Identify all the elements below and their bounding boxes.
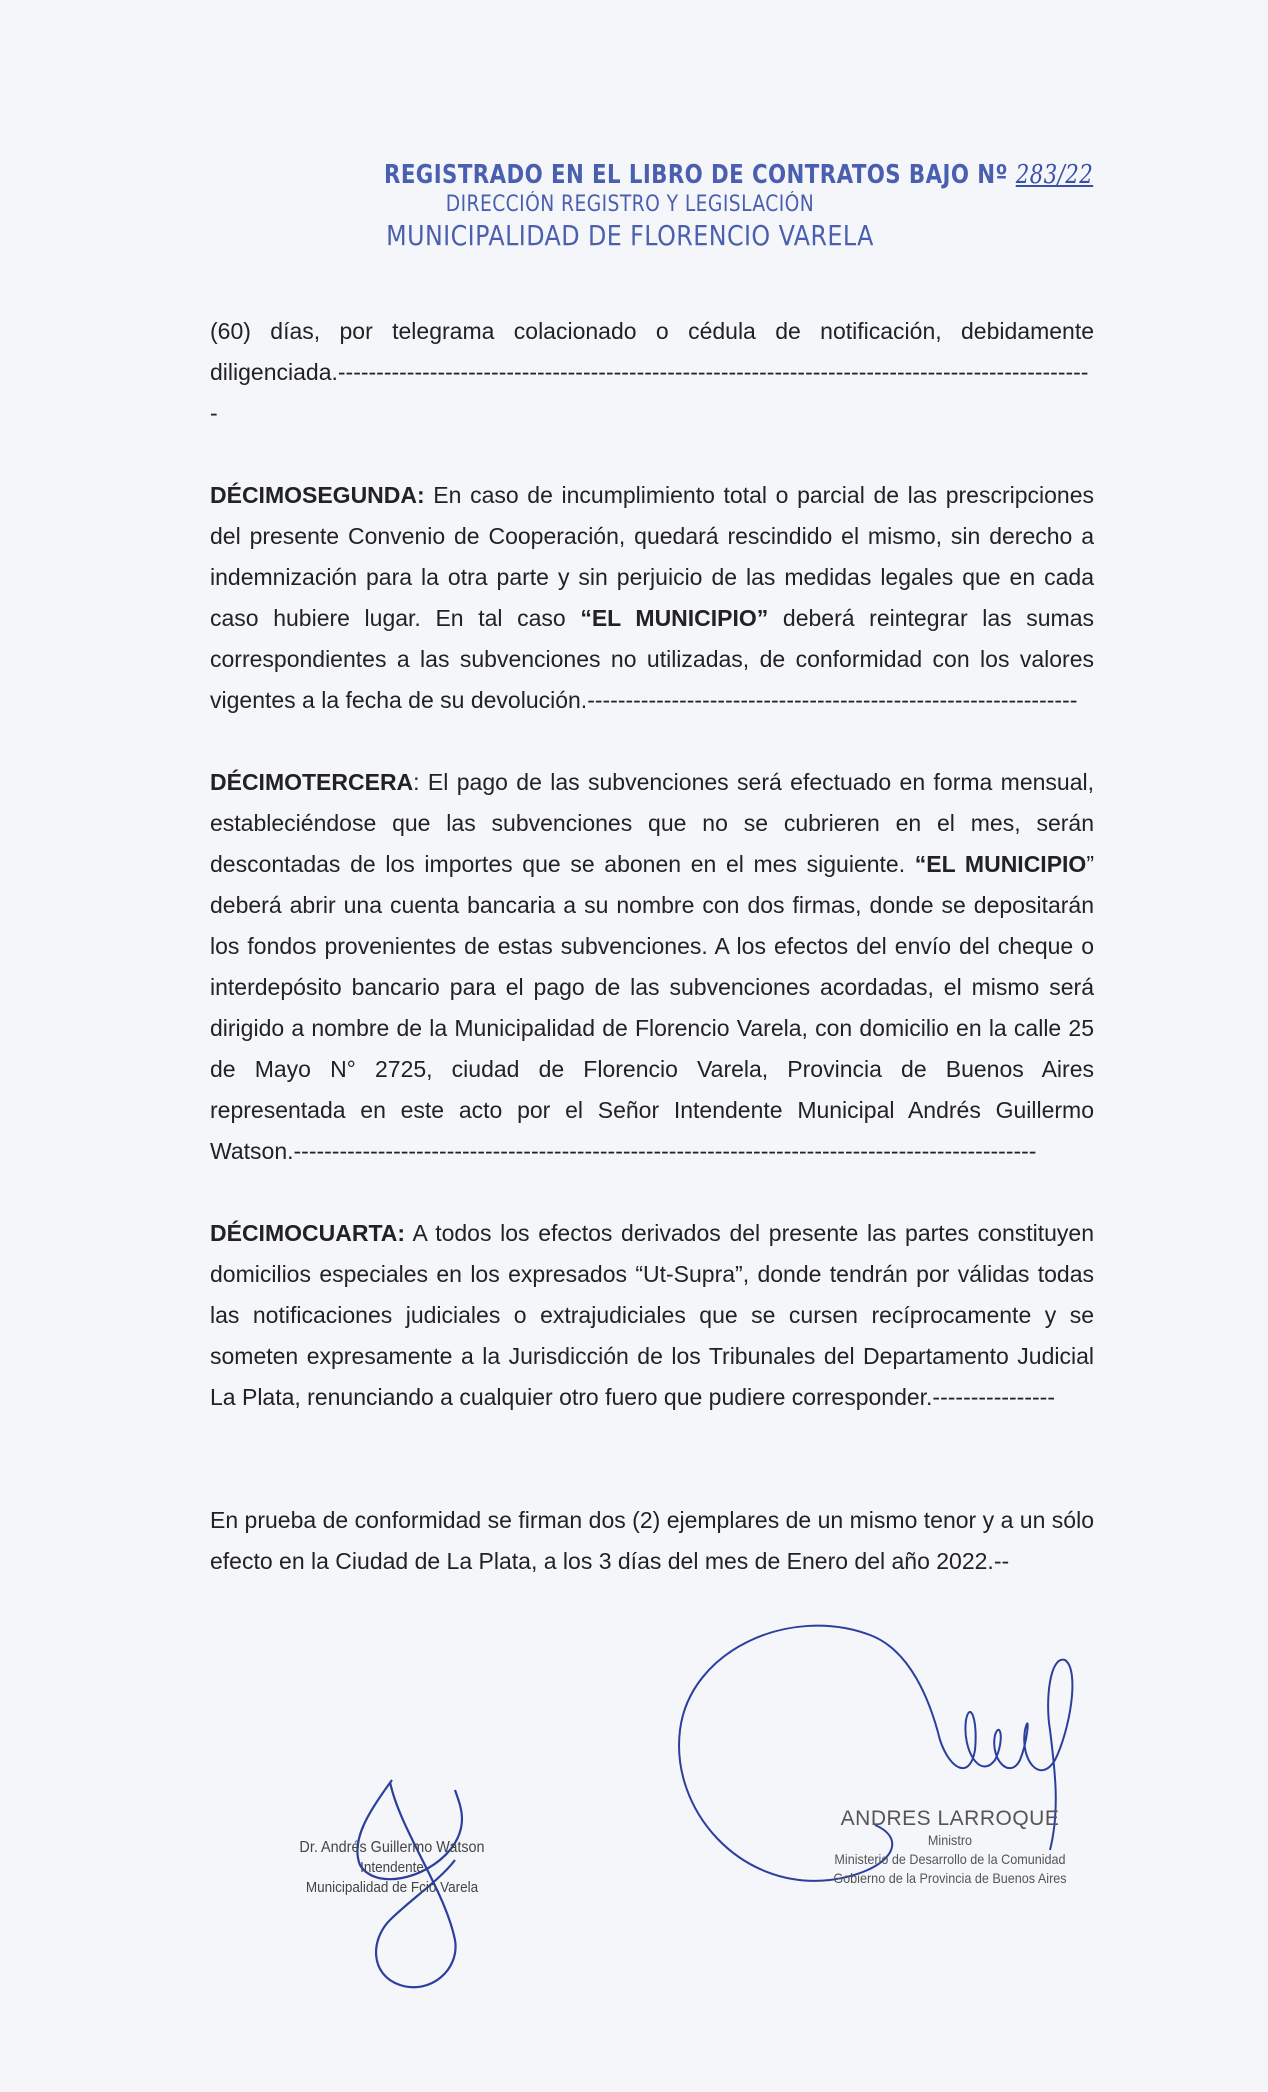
stamp-line-1 <box>384 160 1094 190</box>
intro-paragraph: (60) días, por telegrama colacionado o cédula de notificación, debidamente diligenciada.--------------------------------------------------------------------------------------------------- <box>210 318 1094 426</box>
clause-fourteen-text: A todos los efectos derivados del presente las partes constituyen domicilios especiales en los expresados “Ut-Supra”, donde tendrán por válidas todas las notificaciones judiciales o extrajudiciales que se cursen recíprocamente y se someten expresamente a la Jurisdicción de los Tribunales del Departamento Judicial La Plata, renunciando a cualquier otro fuero que pudiere corresponder.---------------- <box>210 1220 1094 1410</box>
left-signer-name: Dr. Andrés Guillermo Watson <box>299 1839 485 1856</box>
stamp-line-2: DIRECCIÓN REGISTRO Y LEGISLACIÓN <box>445 192 815 217</box>
stamp-line-3: MUNICIPALIDAD DE FLORENCIO VARELA <box>386 219 874 252</box>
right-signer-role: Ministro <box>927 1832 973 1848</box>
registration-stamp <box>330 160 1094 252</box>
left-signature-block <box>284 1838 500 1898</box>
clause-fourteen-title: DÉCIMOCUARTA: <box>210 1220 406 1246</box>
right-signer-org-2: Gobierno de la Provincia de Buenos Aires <box>833 1870 1067 1886</box>
clause-twelve-text-1: En caso de incumplimiento total o parcial de las prescripciones del presente Convenio de Cooperación, quedará rescindido el mismo, sin derecho a indemnización para la otra parte y sin perjuicio de las medidas legales que en cada caso hubiere lugar. En tal caso <box>210 482 1094 631</box>
clause-twelve-bold: “EL MUNICIPIO” <box>580 605 769 631</box>
clause-thirteen <box>210 762 1094 1172</box>
clause-thirteen-bold: “EL MUNICIPIO <box>914 851 1087 877</box>
clause-twelve-text-2: deberá reintegrar las sumas correspondientes a las subvenciones no utilizadas, de conformidad con los valores vigentes a la fecha de su devolución.---------------------------------------------------------------- <box>210 605 1094 713</box>
contract-body <box>210 311 1094 1582</box>
clause-twelve <box>210 475 1094 721</box>
stamp-registered-text: REGISTRADO EN EL LIBRO DE CONTRATOS BAJO Nº <box>384 160 1008 190</box>
closing-paragraph: En prueba de conformidad se firman dos (2) ejemplares de un mismo tenor y a un sólo efecto en la Ciudad de La Plata, a los 3 días del mes de Enero del año 2022.-- <box>210 1507 1094 1574</box>
right-signer-name: ANDRES LARROQUE <box>840 1807 1060 1830</box>
clause-twelve-title: DÉCIMOSEGUNDA: <box>210 482 425 508</box>
clause-thirteen-text-1: : El pago de las subvenciones será efectuado en forma mensual, estableciéndose que las subvenciones que no se cubrieren en el mes, serán descontadas de los importes que se abonen en el mes siguiente. <box>210 769 1094 877</box>
right-signature-block <box>800 1807 1100 1888</box>
left-signer-org: Municipalidad de Fcio.Varela <box>305 1879 479 1896</box>
clause-thirteen-title: DÉCIMOTERCERA <box>210 769 414 795</box>
clause-fourteen <box>210 1213 1094 1418</box>
clause-thirteen-text-2: ” deberá abrir una cuenta bancaria a su nombre con dos firmas, donde se depositarán los fondos provenientes de estas subvenciones. A los efectos del envío del cheque o interdepósito bancario para el pago de las subvenciones acordadas, el mismo será dirigido a nombre de la Municipalidad de Florencio Varela, con domicilio en la calle 25 de Mayo N° 2725, ciudad de Florencio Varela, Provincia de Buenos Aires representada en este acto por el Señor Intendente Municipal Andrés Guillermo Watson.------------------------------------------------------------------------------------------------- <box>210 851 1094 1164</box>
left-signer-role: Intendente <box>360 1859 424 1876</box>
right-signer-org-1: Ministerio de Desarrollo de la Comunidad <box>834 1851 1066 1867</box>
stamp-number: 283/22 <box>1015 160 1094 190</box>
